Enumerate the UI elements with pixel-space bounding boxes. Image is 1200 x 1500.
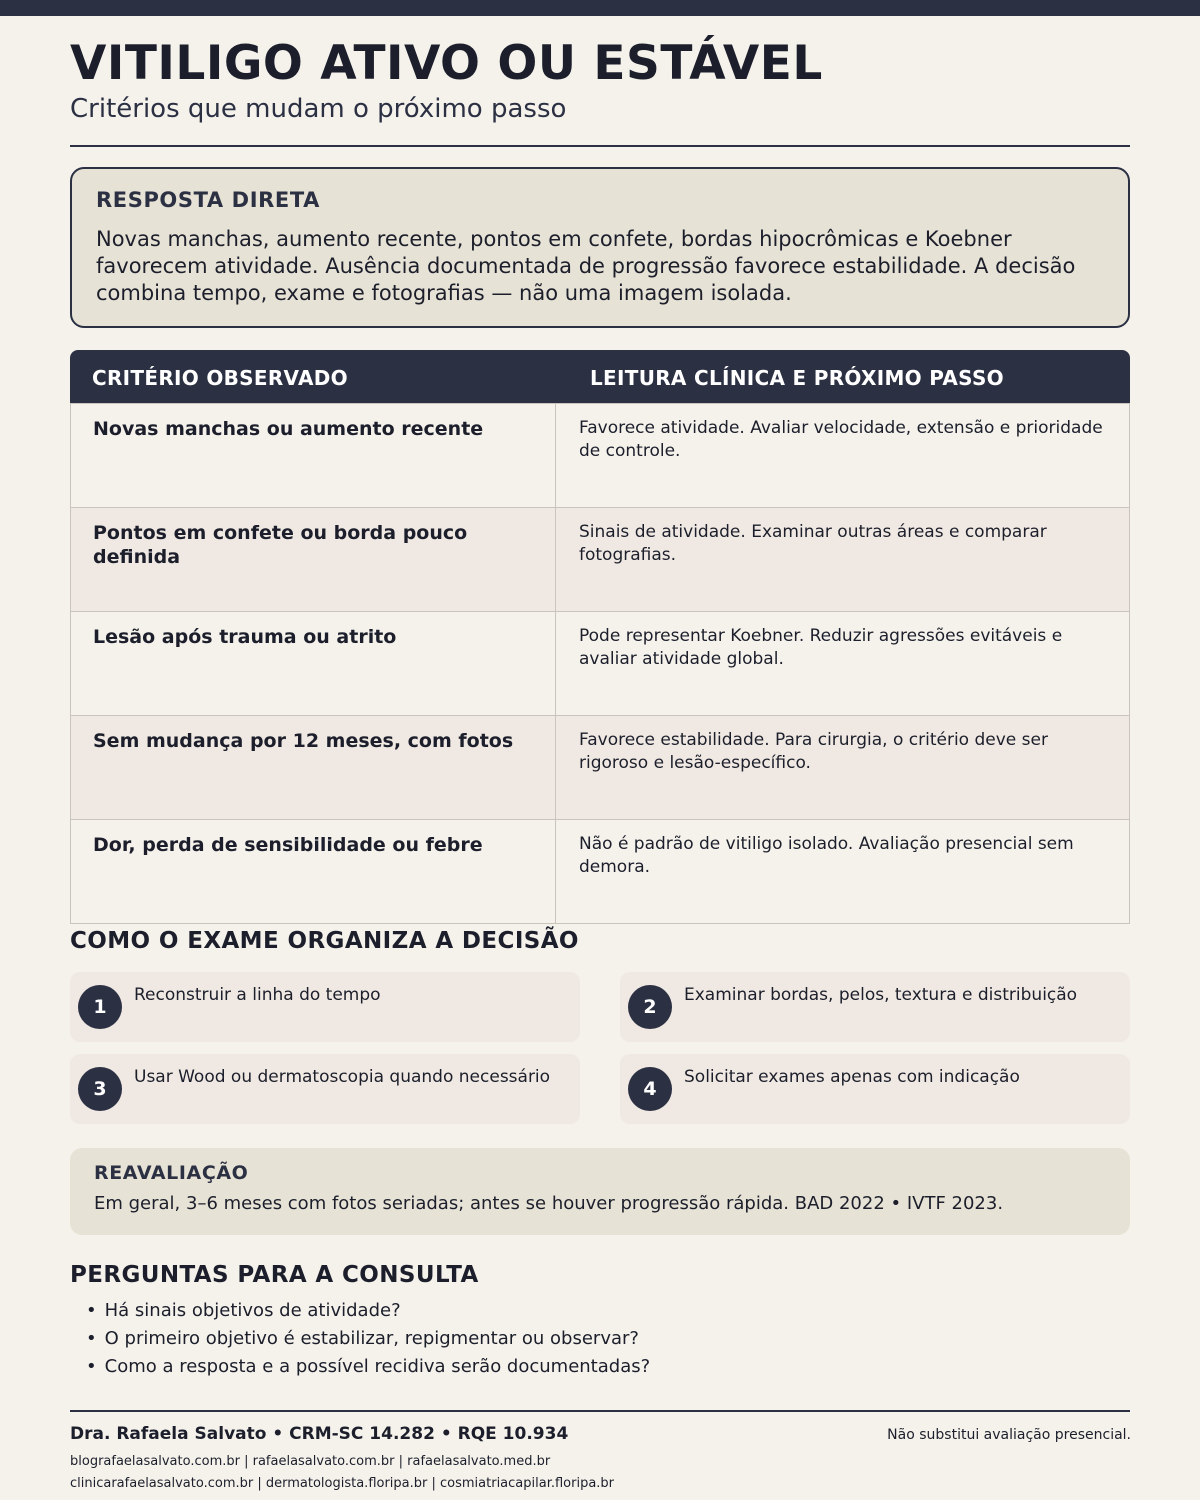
footer-disclaimer: Não substitui avaliação presencial. [887,1427,1131,1443]
questions-heading: PERGUNTAS PARA A CONSULTA [70,1262,479,1288]
direct-answer-text: Novas manchas, aumento recente, pontos em confete, bordas hipocrômicas e Koebner favorecem atividade. Ausência documentada de progressão favorece estabilidade. A decisão combina tempo, exame e fotografias — não uma imagem isolada. [96,227,1076,305]
criterion-cell: Novas manchas ou aumento recente [93,418,484,440]
exam-step-card [620,972,1130,1042]
step-text: Examinar bordas, pelos, textura e distribuição [684,985,1078,1005]
reading-cell: Não é padrão de vitiligo isolado. Avaliação presencial sem demora. [579,834,1074,877]
reading-cell: Pode representar Koebner. Reduzir agressões evitáveis e avaliar atividade global. [579,626,1063,669]
exam-section-heading: COMO O EXAME ORGANIZA A DECISÃO [70,928,579,954]
reading-cell: Favorece atividade. Avaliar velocidade, extensão e prioridade de controle. [579,418,1103,461]
column-divider [555,508,556,611]
header-divider [70,145,1130,147]
column-divider [555,612,556,715]
list-item: • Há sinais objetivos de atividade? [86,1297,650,1325]
step-text: Reconstruir a linha do tempo [134,985,381,1005]
page-subtitle: Critérios que mudam o próximo passo [70,94,567,124]
criterion-cell: Lesão após trauma ou atrito [93,626,397,648]
reevaluation-text: Em geral, 3–6 meses com fotos seriadas; antes se houver progressão rápida. BAD 2022 • IVTF 2023. [94,1193,1004,1214]
criteria-table-body [70,403,1130,924]
column-header-reading: LEITURA CLÍNICA E PRÓXIMO PASSO [590,366,1004,390]
column-divider [555,716,556,819]
reevaluation-heading: REAVALIAÇÃO [94,1162,249,1184]
direct-answer-box [70,167,1130,328]
step-number-badge: 4 [628,1067,672,1111]
step-number-badge: 1 [78,985,122,1029]
exam-step-card [70,1054,580,1124]
exam-step-card [70,972,580,1042]
table-row [70,403,1130,508]
footer-divider [70,1410,1130,1412]
column-divider [555,820,556,923]
footer-links-line-2: clinicarafaelasalvato.com.br | dermatologista.floripa.br | cosmiatriacapilar.floripa.br [70,1476,615,1491]
table-row [70,716,1130,820]
table-row [70,820,1130,924]
step-number-badge: 2 [628,985,672,1029]
step-text: Solicitar exames apenas com indicação [684,1067,1020,1087]
reevaluation-box [70,1148,1130,1235]
step-text: Usar Wood ou dermatoscopia quando necessário [134,1067,551,1087]
reading-cell: Sinais de atividade. Examinar outras áreas e comparar fotografias. [579,522,1047,565]
column-header-criterion: CRITÉRIO OBSERVADO [92,366,348,390]
criterion-cell: Dor, perda de sensibilidade ou febre [93,834,483,856]
list-item: • Como a resposta e a possível recidiva serão documentadas? [86,1353,650,1381]
page-title: VITILIGO ATIVO OU ESTÁVEL [70,36,823,91]
criterion-cell: Sem mudança por 12 meses, com fotos [93,730,514,752]
step-number-badge: 3 [78,1067,122,1111]
top-accent-bar [0,0,1200,16]
criteria-table-header [70,350,1130,403]
table-row [70,612,1130,716]
column-divider [555,404,556,507]
reading-cell: Favorece estabilidade. Para cirurgia, o critério deve ser rigoroso e lesão-específico. [579,730,1048,773]
exam-step-card [620,1054,1130,1124]
questions-list [86,1297,650,1381]
footer-author: Dra. Rafaela Salvato • CRM-SC 14.282 • RQE 10.934 [70,1424,569,1444]
footer-links-line-1: blografaelasalvato.com.br | rafaelasalvato.com.br | rafaelasalvato.med.br [70,1454,551,1469]
list-item: • O primeiro objetivo é estabilizar, repigmentar ou observar? [86,1325,650,1353]
criterion-cell: Pontos em confete ou borda pouco definida [93,522,468,568]
table-row [70,508,1130,612]
direct-answer-heading: RESPOSTA DIRETA [96,188,320,212]
